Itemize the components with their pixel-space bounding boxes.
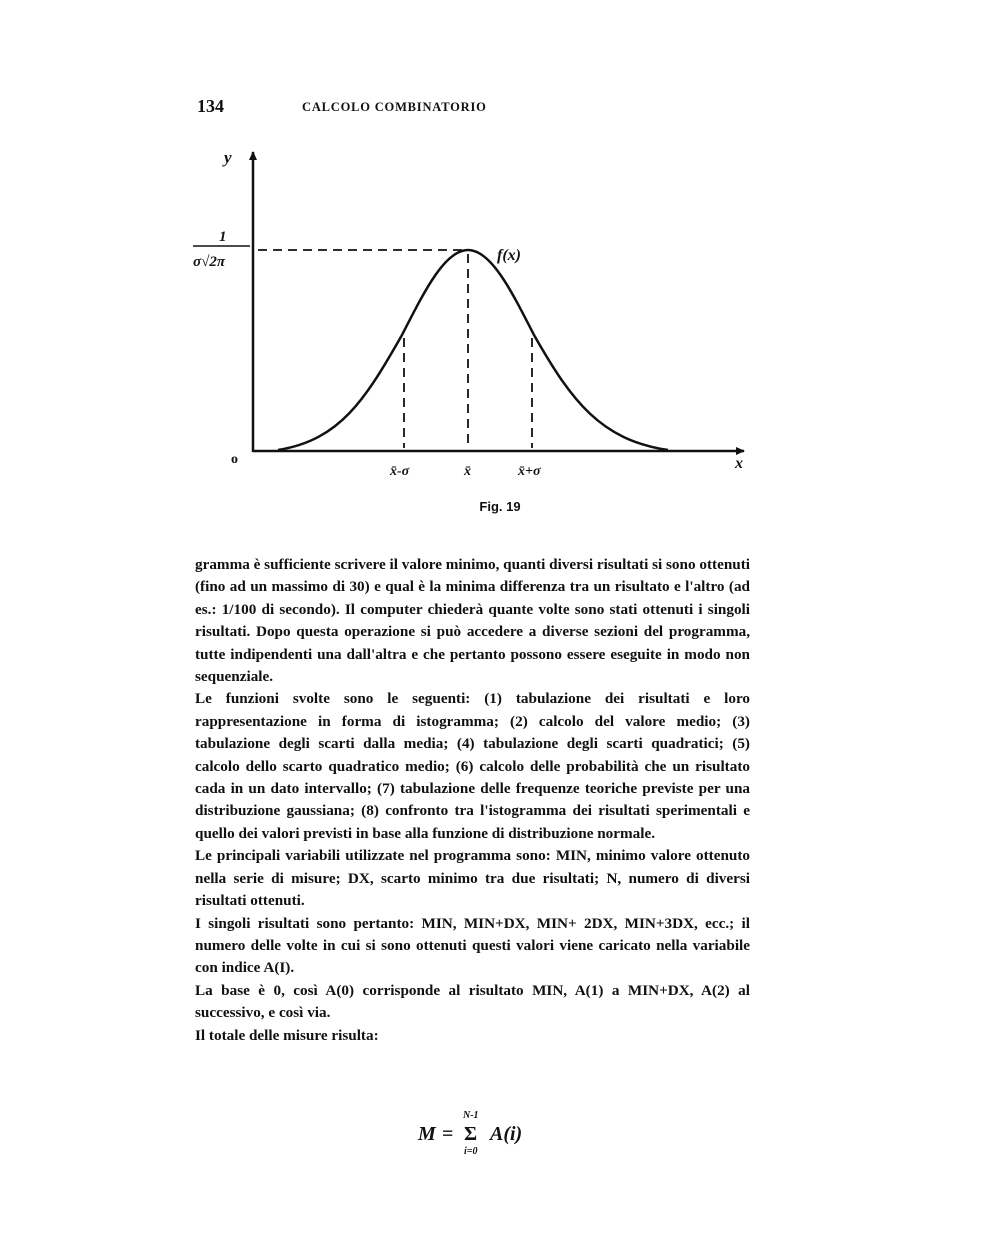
tick-label-minus-sigma: x̄-σ bbox=[390, 464, 410, 479]
paragraph-5: La base è 0, così A(0) corrisponde al risultato MIN, A(1) a MIN+DX, A(2) al successivo, e così via. bbox=[195, 981, 750, 1022]
paragraph-3: Le principali variabili utilizzate nel programma sono: MIN, minimo valore ottenuto nella serie di misure; DX, scarto minimo tra due risultati; N, numero di diversi risultati ottenuti. bbox=[195, 847, 750, 910]
y-axis-label: y bbox=[224, 148, 232, 167]
tick-label-mean: x̄ bbox=[464, 464, 471, 479]
curve-label: f(x) bbox=[497, 247, 521, 264]
sum-formula-svg bbox=[0, 1108, 1000, 1158]
page-number: 134 bbox=[197, 96, 224, 116]
paragraph-6: Il totale delle misure risulta: bbox=[195, 1026, 379, 1044]
paragraph-1: gramma è sufficiente scrivere il valore minimo, quanti diversi risultati si sono ottenuti (fino ad un massimo di 30) e qual è la minima differenza tra un risultato e l'altro (ad es.: 1/100 di secondo). Il computer chiederà quante volte sono stati ottenuti i singoli risultati. Dopo questa operazione si può accedere a diverse sezioni del programma, tutte indipendenti una dall'altra e che pertanto possono essere eseguite in modo non sequenziale. bbox=[195, 556, 750, 686]
paragraph-2: Le funzioni svolte sono le seguenti: (1) tabulazione dei risultati e loro rappresentazione in forma di istogramma; (2) calcolo del valore medio; (3) tabulazione degli scarti dalla media; (4) tabulazione degli scarti quadratici; (5) calcolo dello scarto quadratico medio; (6) calcolo delle probabilità che un risultato cada in un dato intervallo; (7) tabulazione delle frequenze teoriche previste per una distribuzione gaussiana; (8) confronto tra l'istogramma dei risultati sperimentali e quello dei valori previsti in base alla funzione di distribuzione normale. bbox=[195, 690, 750, 842]
figure-caption: Fig. 19 bbox=[479, 499, 521, 514]
formula-upper-limit: N-1 bbox=[463, 1110, 479, 1121]
running-title: CALCOLO COMBINATORIO bbox=[302, 100, 487, 114]
origin-label: o bbox=[231, 452, 238, 467]
formula-lhs: M bbox=[418, 1123, 436, 1145]
gaussian-figure bbox=[0, 0, 1000, 540]
peak-numerator: 1 bbox=[219, 229, 227, 245]
paragraph-4: I singoli risultati sono pertanto: MIN, MIN+DX, MIN+ 2DX, MIN+3DX, ecc.; il numero delle volte in cui si sono ottenuti questi valori viene caricato nella variabile con indice A(I). bbox=[195, 914, 750, 977]
x-axis-label: x bbox=[735, 455, 743, 472]
formula-equals: = bbox=[442, 1123, 454, 1145]
formula-term: A(i) bbox=[490, 1123, 523, 1145]
formula-lower-limit: i=0 bbox=[464, 1146, 478, 1157]
formula-sum-symbol: Σ bbox=[464, 1123, 478, 1145]
body-text bbox=[195, 554, 750, 1047]
peak-denominator: σ√2π bbox=[193, 254, 226, 270]
bell-curve bbox=[278, 250, 668, 450]
gaussian-plot bbox=[0, 0, 1000, 540]
tick-label-plus-sigma: x̄+σ bbox=[518, 464, 541, 479]
sum-formula bbox=[0, 1108, 1000, 1158]
